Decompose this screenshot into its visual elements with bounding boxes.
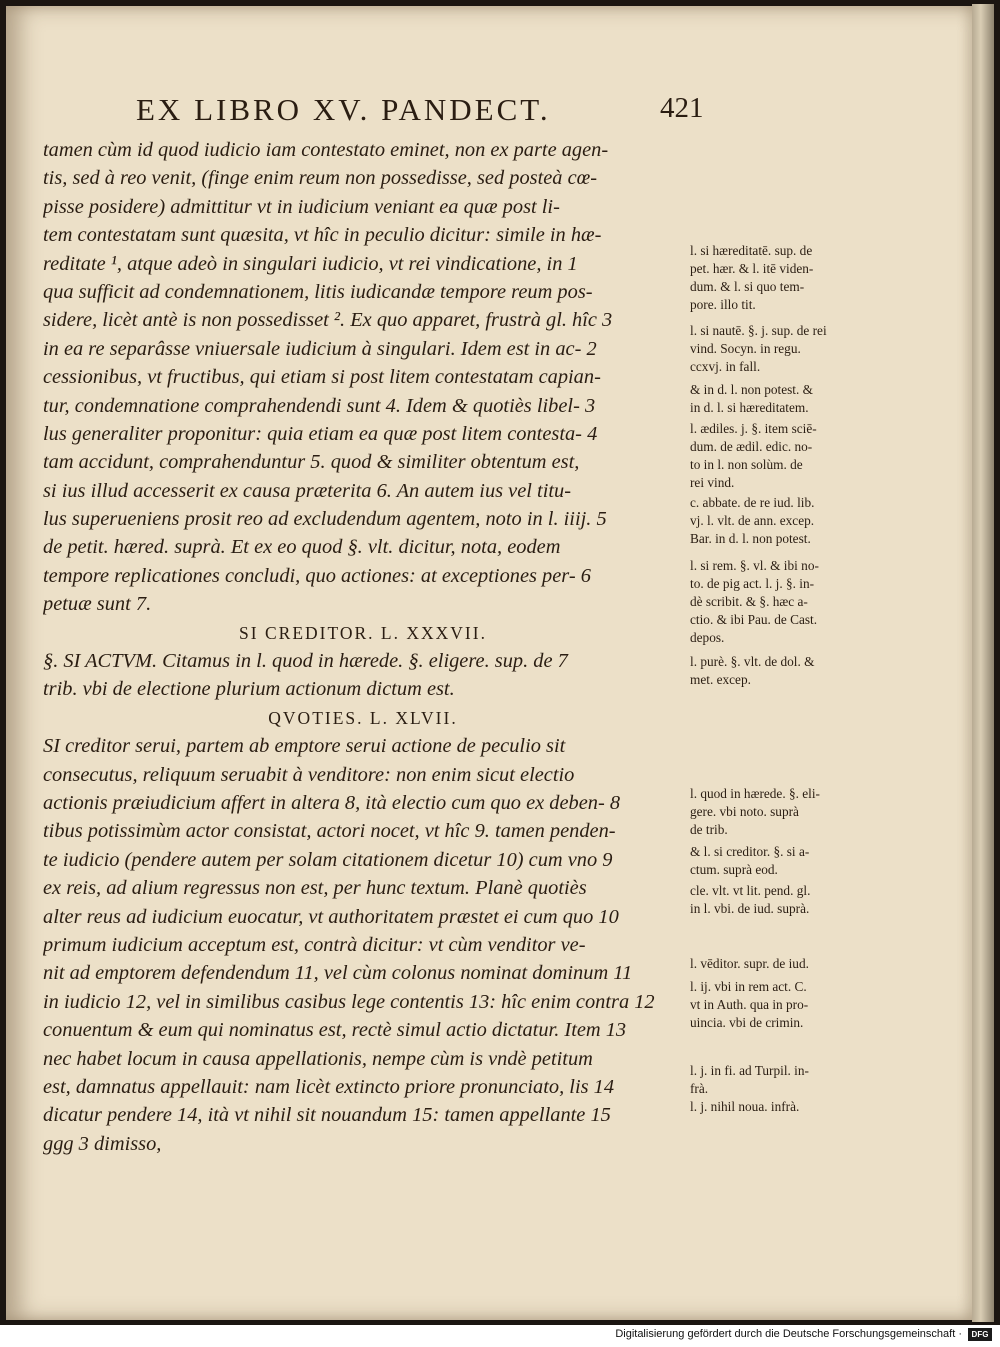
marginal-note-line: l. j. in fi. ad Turpil. in-	[690, 1063, 809, 1078]
marginal-note-line: uincia. vbi de crimin.	[690, 1014, 804, 1030]
text-line: cessionibus, vt fructibus, qui etiam si post litem contestatam capian-	[43, 366, 601, 389]
text-line: actionis præiudicium affert in altera 8, ità electio cum quo ex deben- 8	[43, 791, 621, 814]
marginal-note-line: to. de pig act. l. j. §. in-	[690, 575, 815, 591]
text-line: primum iudicium acceptum est, contrà dicitur: vt cùm venditor ve-	[43, 933, 586, 956]
running-title: EX LIBRO XV. PANDECT.	[136, 92, 551, 127]
marginal-note-line: gere. vbi noto. suprà	[690, 803, 799, 819]
text-line: consecutus, reliquum seruabit à venditore: non enim sicut electio	[43, 763, 575, 786]
marginal-note-line: dum. & l. si quo tem-	[690, 278, 805, 294]
text-line: in iudicio 12, vel in similibus casibus lege contentis 13: hîc enim contra 12	[43, 990, 655, 1013]
marginal-note-line: to in l. non solùm. de	[690, 456, 803, 472]
marginal-note-line: dum. de ædil. edic. no-	[690, 438, 813, 454]
marginal-note-line: dè scribit. & §. hæc a-	[690, 593, 808, 609]
marginal-note-line: vt in Auth. qua in pro-	[690, 996, 809, 1012]
text-line: alter reus ad iudicium euocatur, vt authoritatem præstet ei cum quo 10	[43, 905, 619, 928]
marginal-note-line: met. excep.	[690, 671, 751, 687]
text-line: tam accidunt, comprahenduntur 5. quod & similiter obtentum est,	[43, 451, 580, 474]
marginal-note	[690, 653, 868, 689]
text-line: tis, sed à reo venit, (finge enim reum non possedisse, sed posteà cœ-	[43, 167, 598, 190]
text-line: te iudicio (pendere autem per solam citationem dicetur 10) cum vno 9	[43, 848, 613, 871]
marginal-note	[690, 420, 868, 492]
text-line: sidere, licèt antè is non possedisset ². Ex quo apparet, frustrà gl. hîc 3	[43, 309, 613, 332]
marginal-note	[690, 322, 868, 376]
text-line: qua sufficit ad condemnationem, litis iudicandæ tempore reum pos-	[43, 280, 593, 303]
text-line: lus generaliter proponitur: quia etiam ea quæ post litem contesta- 4	[43, 422, 598, 445]
marginal-note-line: l. si hæreditatē. sup. de	[690, 243, 813, 258]
marginal-note	[690, 978, 868, 1032]
marginal-note-line: pet. hær. & l. itē viden-	[690, 260, 814, 276]
text-line: SI creditor serui, partem ab emptore serui actione de peculio sit	[43, 735, 566, 758]
text-line: conuentum & eum qui nominatus est, rectè simul actio dictatur. Item 13	[43, 1019, 627, 1042]
marginal-note-line: vind. Socyn. in regu.	[690, 340, 801, 356]
marginal-note-line: vj. l. vlt. de ann. excep.	[690, 512, 815, 528]
text-line: de petit. hæred. suprà. Et ex eo quod §. vlt. dicitur, nota, eodem	[43, 536, 561, 559]
marginal-note	[690, 882, 868, 918]
section-heading: QVOTIES. L. XLVII.	[268, 707, 458, 728]
text-line: tur, condemnatione comprahendendi sunt 4. Idem & quotiès libel- 3	[43, 394, 596, 417]
marginal-note	[690, 785, 868, 839]
digitization-footer	[0, 1325, 1000, 1347]
page-header	[6, 78, 972, 128]
marginal-note	[690, 843, 868, 879]
marginal-note-line: c. abbate. de re iud. lib.	[690, 495, 815, 510]
text-line: nec habet locum in causa appellationis, nempe cùm is vndè petitum	[43, 1047, 593, 1070]
marginal-note-line: de trib.	[690, 821, 728, 837]
page-number: 421	[660, 92, 704, 124]
marginal-note-line: & l. si creditor. §. si a-	[690, 844, 810, 859]
marginal-note-line: l. si rem. §. vl. & ibi no-	[690, 558, 819, 573]
marginal-note-line: pore. illo tit.	[690, 296, 756, 312]
text-line: est, damnatus appellauit: nam licèt extincto priore pronunciato, lis 14	[43, 1075, 615, 1098]
marginal-note-line: l. ij. vbi in rem act. C.	[690, 979, 807, 994]
text-line: lus superueniens prosit reo ad excludendum agentem, noto in l. iiij. 5	[43, 508, 607, 531]
marginal-note-line: ctum. suprà eod.	[690, 861, 778, 877]
digitization-credit: Digitalisierung gefördert durch die Deutsche Forschungsgemeinschaft ·	[615, 1328, 962, 1340]
marginal-note-line: depos.	[690, 629, 725, 645]
text-line: pisse posidere) admittitur vt in iudicium veniant ea quæ post li-	[43, 195, 560, 218]
marginal-note-line: rei vind.	[690, 474, 735, 490]
text-line: tem contestatam sunt quæsita, vt hîc in peculio dicitur: simile in hæ-	[43, 224, 602, 247]
text-line: in ea re separâsse vniuersale iudicium à singulari. Idem est in ac- 2	[43, 337, 597, 360]
marginal-note	[690, 1062, 868, 1098]
marginal-note-line: l. purè. §. vlt. de dol. &	[690, 654, 815, 669]
text-line: reditate ¹, atque adeò in singulari iudicio, vt rei vindicatione, in 1	[43, 252, 578, 275]
text-line: tamen cùm id quod iudicio iam contestato eminet, non ex parte agen-	[43, 139, 609, 161]
marginal-note-line: l. quod in hærede. §. eli-	[690, 786, 820, 801]
marginal-note-line: in d. l. si hæreditatem.	[690, 399, 809, 415]
marginal-note-line: l. si nautē. §. j. sup. de rei	[690, 323, 827, 338]
text-line: ex reis, ad alium regressus non est, per hunc textum. Planè quotiès	[43, 877, 587, 900]
marginal-note	[690, 494, 868, 548]
section-heading: SI CREDITOR. L. XXXVII.	[239, 622, 487, 643]
text-line: §. SI ACTVM. Citamus in l. quod in hærede. §. eligere. sup. de 7	[43, 650, 568, 673]
marginal-note-line: cle. vlt. vt lit. pend. gl.	[690, 883, 811, 898]
marginal-note	[690, 557, 868, 647]
marginal-note	[690, 1098, 868, 1116]
marginal-note-line: l. vēditor. supr. de iud.	[690, 956, 809, 971]
text-line: ggg 3 dimisso,	[43, 1132, 162, 1155]
marginal-note-line: in l. vbi. de iud. suprà.	[690, 900, 810, 916]
page-fore-edge	[972, 4, 994, 1322]
marginal-note-line: l. ædiles. j. §. item sciē-	[690, 421, 817, 436]
text-line: nit ad emptorem defendendum 11, vel cùm colonus nominat dominum 11	[43, 962, 633, 985]
marginal-note	[690, 242, 868, 314]
text-line: petuæ sunt 7.	[43, 593, 152, 616]
book-page	[6, 6, 972, 1320]
text-line: si ius illud accesserit ex causa præterita 6. An autem ius vel titu-	[43, 479, 572, 502]
text-line: tibus potissimùm actor consistat, actori nocet, vt hîc 9. tamen penden-	[43, 820, 616, 843]
marginal-note	[690, 381, 868, 417]
marginal-note-line: & in d. l. non potest. &	[690, 382, 813, 397]
marginal-note-line: ctio. & ibi Pau. de Cast.	[690, 611, 818, 627]
marginal-note-line: frà.	[690, 1080, 709, 1096]
text-line: dicatur pendere 14, ità vt nihil sit nouandum 15: tamen appellante 15	[43, 1104, 611, 1127]
marginal-note	[690, 955, 868, 973]
text-line: tempore replicationes concludi, quo actiones: at exceptiones per- 6	[43, 564, 591, 587]
marginal-note-line: l. j. nihil noua. infrà.	[690, 1099, 800, 1114]
text-line: trib. vbi de electione plurium actionum dictum est.	[43, 678, 455, 701]
marginal-note-line: Bar. in d. l. non potest.	[690, 530, 811, 546]
dfg-logo: DFG	[968, 1328, 992, 1341]
main-text-block	[43, 136, 683, 1158]
marginal-note-line: ccxvj. in fall.	[690, 358, 761, 374]
